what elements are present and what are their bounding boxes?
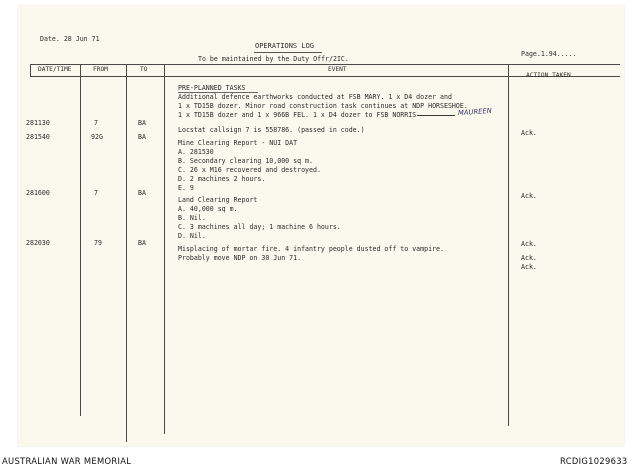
entry-from: 92G [91, 133, 103, 141]
entry-event-line: Misplacing of mortar fire. 4 infantry people dusted off to vampire. [178, 245, 444, 253]
entry-event-line: B. Nil. [178, 214, 206, 222]
entry-to: BA [138, 133, 146, 141]
entry-from: 79 [94, 239, 102, 247]
log-title: OPERATIONS LOG [255, 42, 315, 50]
entry-event-line: Probably move NDP on 30 Jun 71. [178, 254, 302, 262]
col-divider-time [80, 64, 81, 416]
event-intro-line: 1 x TD15B dozer. Minor road construction task continues at NDP HORSESHOE. [178, 102, 468, 110]
table-left-edge [30, 64, 31, 76]
table-top-rule [30, 64, 620, 65]
entry-event-line: C. 26 x M16 recovered and destroyed. [178, 166, 321, 174]
entry-event-line: E. 9 [178, 184, 194, 192]
col-divider-event [508, 64, 509, 426]
entry-event-line: B. Secondary clearing 10,000 sq m. [178, 157, 313, 165]
entry-time: 281540 [26, 133, 50, 141]
entry-event-line: D. Nil. [178, 232, 206, 240]
log-subtitle: To be maintained by the Duty Offr/2IC. [198, 55, 349, 63]
entry-time: 281130 [26, 119, 50, 127]
col-header-datetime: DATE/TIME [38, 66, 72, 73]
entry-action: Ack. [521, 129, 537, 137]
col-header-from: FROM [93, 66, 108, 73]
event-intro-line: 1 x TD15B dozer and 1 x 966B FEL. 1 x D4 dozer to FSB NORRIS [178, 111, 417, 119]
col-header-event: EVENT [328, 66, 347, 73]
title-underline [254, 52, 322, 53]
entry-action: Ack. [521, 192, 537, 200]
entry-to: BA [138, 119, 146, 127]
col-header-to: TO [140, 66, 148, 73]
event-intro-line: PRE-PLANNED TASKS [178, 84, 246, 92]
entry-event-line: Locstat callsign 7 is 558786. (passed in code.) [178, 126, 365, 134]
event-intro-line: Additional defence earthworks conducted at FSB MARY. 1 x D4 dozer and [178, 93, 452, 101]
col-header-action: ACTION TAKEN [526, 72, 571, 79]
entry-to: BA [138, 239, 146, 247]
entry-event-line: D. 2 machines 2 hours. [178, 175, 266, 183]
entry-event-line: A. 40,000 sq m. [178, 205, 238, 213]
entry-to: BA [138, 189, 146, 197]
footer-left: AUSTRALIAN WAR MEMORIAL [2, 456, 132, 466]
entry-action: Ack. [521, 240, 537, 248]
action-ack: Ack. [521, 254, 537, 262]
col-divider-from [126, 64, 127, 442]
entry-event-line: Land Clearing Report [178, 196, 258, 204]
log-date: Date. 28 Jun 71 [40, 35, 100, 43]
entry-from: 7 [94, 189, 98, 197]
page-number: Page.1.94..... [521, 50, 577, 58]
entry-event-line: C. 3 machines all day; 1 machine 6 hours. [178, 223, 341, 231]
handwritten-correction: MAUREEN [457, 106, 493, 118]
entry-time: 281600 [26, 189, 50, 197]
log-sheet [18, 6, 624, 446]
entry-time: 282030 [26, 239, 50, 247]
footer-right: RCDIG1029633 [560, 456, 628, 466]
entry-event-line: Mine Clearing Report - NUI DAT [178, 139, 298, 147]
entry-event-line: A. 281530 [178, 148, 214, 156]
entry-from: 7 [94, 119, 98, 127]
action-ack: Ack. [521, 263, 537, 271]
col-divider-to [164, 64, 165, 434]
strikethrough-mark [417, 115, 455, 116]
